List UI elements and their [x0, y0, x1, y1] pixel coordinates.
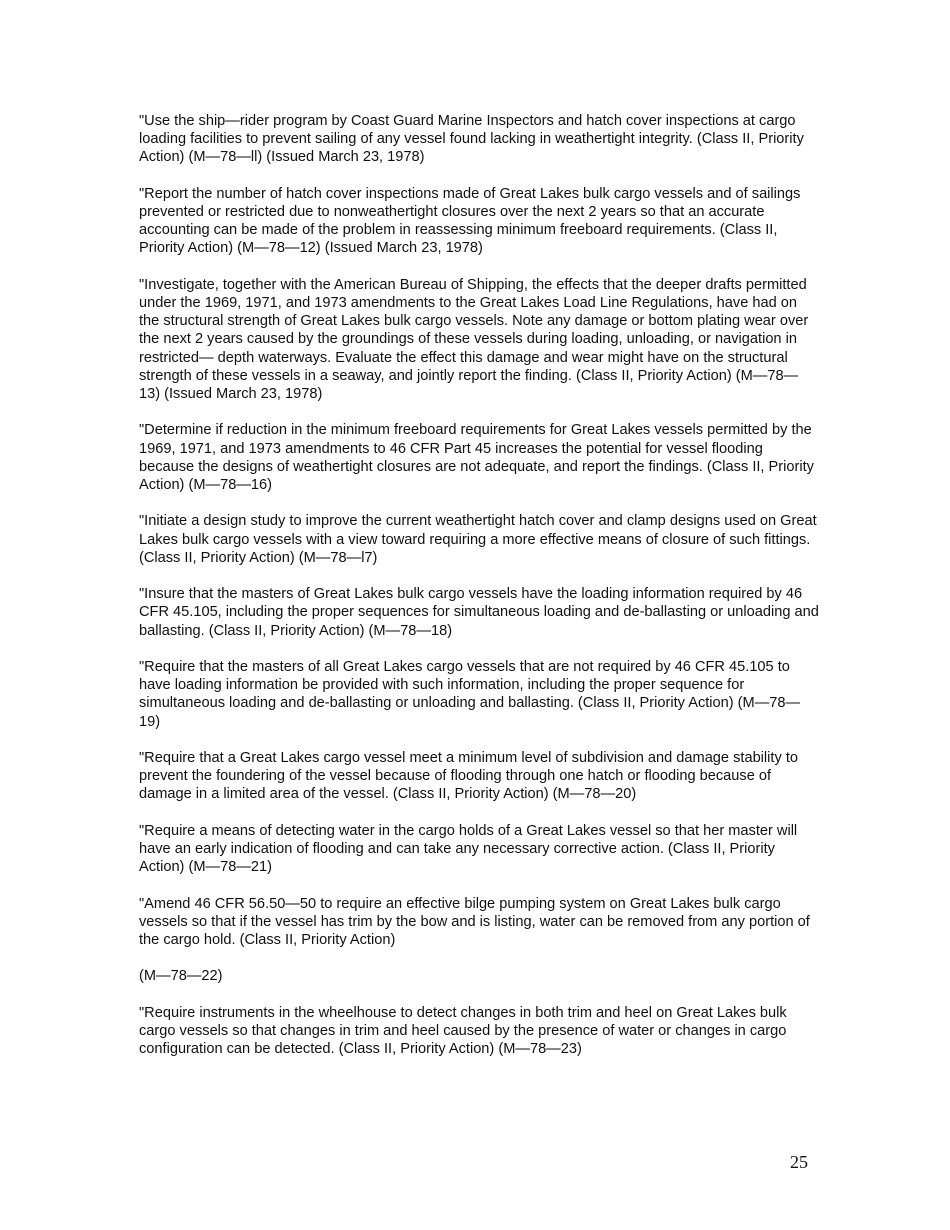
- recommendation-number-m78-22: (M—78—22): [139, 968, 223, 985]
- recommendation-paragraph-m78-16: "Determine if reduction in the minimum freeboard requirements for Great Lakes vessels permitted by the 1969, 1971, and 1973 amendments to 46 CFR Part 45 increases the potential for vessel flooding because the designs of weathertight closures are not adequate, and report the findings. (Class II, Priority Action) (M—78—16): [139, 422, 814, 494]
- page-number: 25: [790, 1152, 808, 1172]
- recommendation-paragraph-bilge-pumping: "Amend 46 CFR 56.50—50 to require an effective bilge pumping system on Great Lakes bulk cargo vessels so that if the vessel has trim by the bow and is listing, water can be removed from any portion of the cargo hold. (Class II, Priority Action): [139, 895, 810, 948]
- recommendation-paragraph-m78-23: "Require instruments in the wheelhouse to detect changes in both trim and heel on Great Lakes bulk cargo vessels so that changes in trim and heel caused by the presence of water or changes in cargo configuration can be detected. (Class II, Priority Action) (M—78—23): [139, 1004, 787, 1058]
- document-body: [139, 112, 819, 1077]
- recommendation-paragraph-m78-20: "Require that a Great Lakes cargo vessel meet a minimum level of subdivision and damage stability to prevent the foundering of the vessel because of flooding through one hatch or flooding because of damage in a limited area of the vessel. (Class II, Priority Action) (M—78—20): [139, 750, 798, 803]
- recommendation-paragraph-m78-21: "Require a means of detecting water in the cargo holds of a Great Lakes vessel so that her master will have an early indication of flooding and can take any necessary corrective action. (Class II, Priority Action) (M—78—21): [139, 822, 798, 876]
- recommendation-paragraph-m78-19: "Require that the masters of all Great Lakes cargo vessels that are not required by 46 CFR 45.105 to have loading information be provided with such information, including the proper sequence for simultaneous loading and de-ballasting or unloading and ballasting. (Class II, Priority Action) (M—78—19): [139, 659, 801, 730]
- recommendation-paragraph-m78-11: "Use the ship—rider program by Coast Guard Marine Inspectors and hatch cover inspections at cargo loading facilities to prevent sailing of any vessel found lacking in weathertight integrity. (Class II, Priority Action) (M—78—ll) (Issued March 23, 1978): [139, 113, 804, 166]
- recommendation-paragraph-m78-12: "Report the number of hatch cover inspections made of Great Lakes bulk cargo vessels and of sailings prevented or restricted due to nonweathertight closures over the next 2 years so that an accurate accounting can be made of the problem in reassessing minimum freeboard requirements. (Class II, Priority Action) (M—78—12) (Issued March 23, 1978): [139, 185, 801, 257]
- recommendation-paragraph-m78-18: "Insure that the masters of Great Lakes bulk cargo vessels have the loading information required by 46 CFR 45.105, including the proper sequences for simultaneous loading and de-ballasting or unloading and ballasting. (Class II, Priority Action) (M—78—18): [139, 586, 819, 639]
- recommendation-paragraph-m78-13: "Investigate, together with the American Bureau of Shipping, the effects that the deeper drafts permitted under the 1969, 1971, and 1973 amendments to the Great Lakes Load Line Regulations, have had on the structural strength of Great Lakes bulk cargo vessels. Note any damage or bottom plating wear over the next 2 years caused by the groundings of these vessels during loading, unloading, or navigation in restricted— depth waterways. Evaluate the effect this damage and wear might have on the structural strength of these vessels in a seaway, and jointly report the finding. (Class II, Priority Action) (M—78—13) (Issued March 23, 1978): [139, 276, 809, 403]
- recommendation-paragraph-m78-17: "Initiate a design study to improve the current weathertight hatch cover and clamp designs used on Great Lakes bulk cargo vessels with a view toward requiring a more effective means of closure of such fittings. (Class II, Priority Action) (M—78—l7): [139, 513, 817, 566]
